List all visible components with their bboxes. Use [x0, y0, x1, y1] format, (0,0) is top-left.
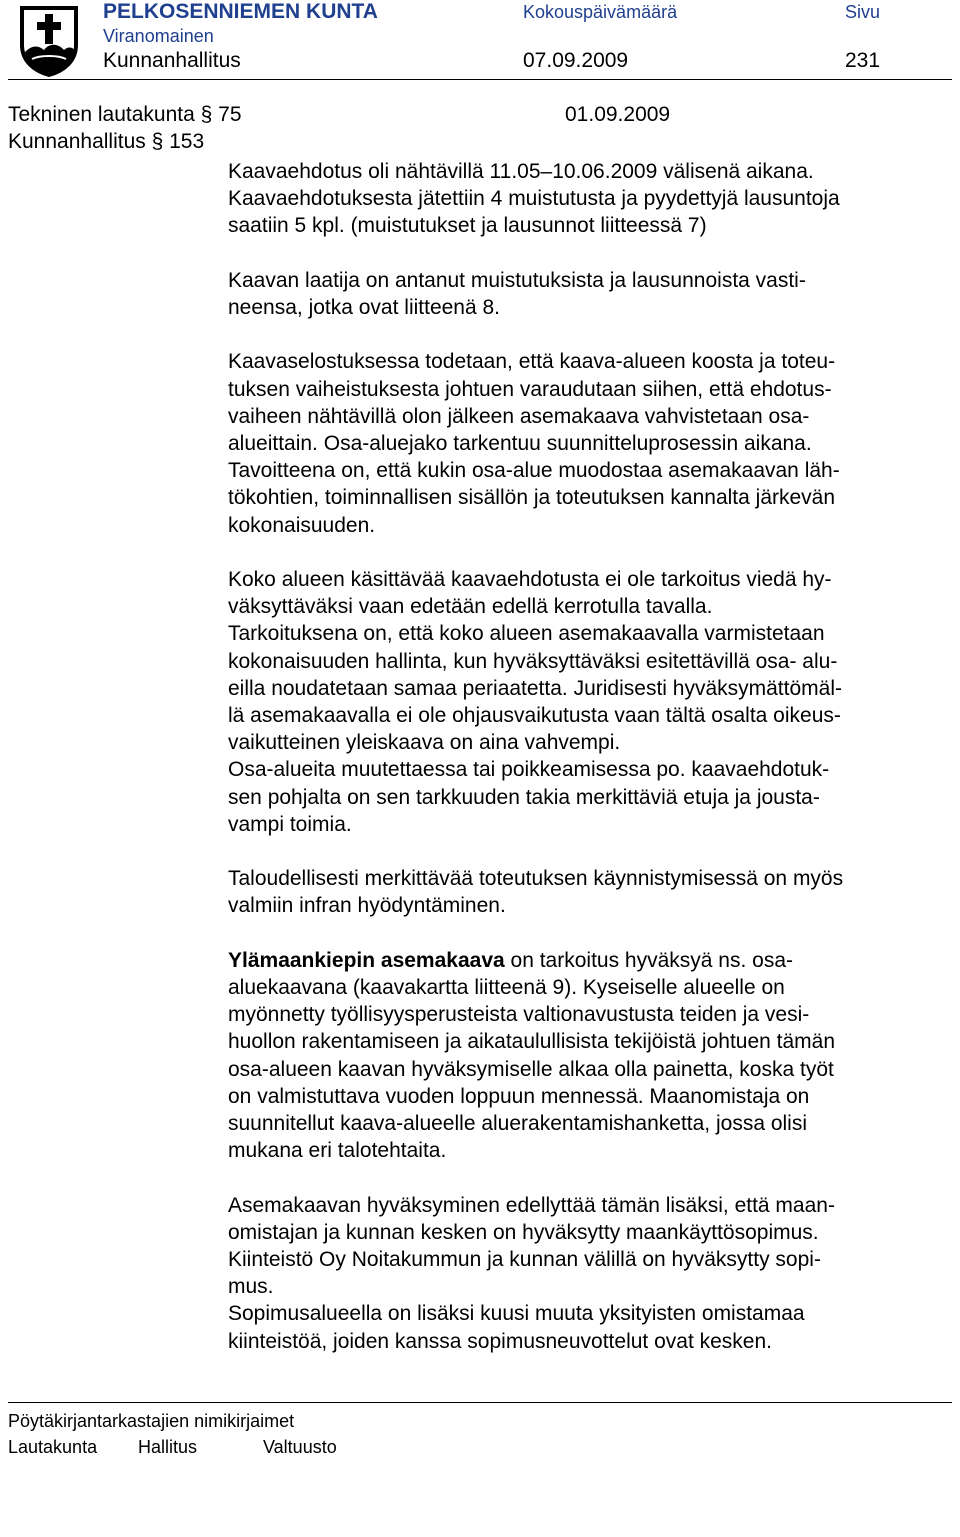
paragraph-proposal-display	[228, 158, 956, 240]
text-line: sen pohjalta on sen tarkkuuden takia merkittäviä etuja ja jousta-	[228, 785, 820, 809]
meeting-date-label: Kokouspäivämäärä	[523, 2, 678, 22]
text-line: lä asemakaavalla ei ole ohjausvaikutusta vaan tältä osalta oikeus-	[228, 704, 841, 728]
page-number: 231	[845, 49, 881, 72]
paragraph-approval-approach	[228, 566, 956, 838]
text-line: vaiheen nähtävillä olon jälkeen asemakaava vahvistetaan osa-	[228, 404, 810, 428]
paragraph-land-use-agreement	[228, 1192, 956, 1355]
text-line: Osa-alueita muutettaessa tai poikkeamisessa po. kaavaehdotuk-	[228, 758, 830, 782]
reference-date: 01.09.2009	[565, 103, 671, 126]
text-line: myönnetty työllisyysperusteista valtionavustusta teiden ja vesi-	[228, 1003, 810, 1027]
page-label: Sivu	[845, 2, 881, 22]
text-line: Kiinteistö Oy Noitakummun ja kunnan välillä on hyväksytty sopi-	[228, 1248, 821, 1272]
header-divider	[8, 79, 952, 80]
text-line: väksyttäväksi vaan edetään edellä kerrotulla tavalla.	[228, 595, 713, 619]
paragraph-ylamaankieppi	[228, 947, 956, 1165]
reference-municipal-board: Kunnanhallitus § 153	[8, 130, 205, 153]
text-line	[228, 947, 956, 974]
paragraph-plan-description	[228, 348, 956, 538]
text-line: suunnitellut kaava-alueelle aluerakentamishanketta, jossa olisi	[228, 1112, 808, 1136]
text-line: Kaavaehdotuksesta jätettiin 4 muistutusta ja pyydettyjä lausuntoja	[228, 187, 840, 211]
text-line: Taloudellisesti merkittävää toteutuksen käynnistymisessä on myös	[228, 867, 844, 891]
text-line: Kaavaehdotus oli nähtävillä 11.05–10.06.2009 välisenä aikana.	[228, 160, 814, 183]
text-line: aluekaavana (kaavakartta liitteenä 9). Kyseiselle alueelle on	[228, 976, 785, 1000]
text-line: huollon rakentamiseen ja aikataulullisista tekijöistä johtuen tämän	[228, 1030, 836, 1054]
text-line: vaikutteinen yleiskaava on aina vahvempi.	[228, 731, 621, 755]
footer-divider	[8, 1402, 952, 1403]
bold-plan-name: Ylämaankiepin asemakaava	[228, 948, 505, 972]
text-line-rest: on tarkoitus hyväksyä ns. osa-	[504, 948, 793, 972]
meeting-date: 07.09.2009	[523, 49, 629, 72]
footer-board-label: Lautakunta	[8, 1437, 98, 1457]
text-line: kokonaisuuden.	[228, 513, 376, 537]
text-line: valmiin infran hyödyntäminen.	[228, 894, 506, 918]
footer-government-label: Hallitus	[138, 1437, 198, 1457]
text-line: osa-alueen kaavan hyväksymiselle alkaa olla painetta, koska työt	[228, 1057, 834, 1081]
text-line: Kaavaselostuksessa todetaan, että kaava-alueen koosta ja toteu-	[228, 350, 836, 374]
reference-technical-board: Tekninen lautakunta § 75	[8, 103, 242, 126]
text-line: kiinteistöä, joiden kanssa sopimusneuvottelut ovat kesken.	[228, 1329, 772, 1353]
text-line: Tarkoituksena on, että koko alueen asemakaavalla varmistetaan	[228, 622, 825, 646]
text-line: kokonaisuuden hallinta, kun hyväksyttäväksi esitettävillä osa- alu-	[228, 649, 838, 673]
municipality-name: PELKOSENNIEMEN KUNTA	[103, 0, 378, 23]
text-line: Kaavan laatija on antanut muistutuksista ja lausunnoista vasti-	[228, 268, 806, 292]
document-body	[228, 158, 956, 1355]
text-line: Koko alueen käsittävää kaavaehdotusta ei ole tarkoitus viedä hy-	[228, 568, 832, 591]
text-line: saatiin 5 kpl. (muistutukset ja lausunnot liitteessä 7)	[228, 214, 707, 238]
authority-label: Viranomainen	[103, 26, 214, 46]
text-line: Tavoitteena on, että kukin osa-alue muodostaa asemakaavan läh-	[228, 459, 840, 483]
footer-council-label: Valtuusto	[263, 1437, 337, 1457]
text-line: omistajan ja kunnan kesken on hyväksytty maankäyttösopimus.	[228, 1220, 819, 1244]
text-line: mus.	[228, 1275, 274, 1299]
text-line: Asemakaavan hyväksyminen edellyttää tämän lisäksi, että maan-	[228, 1193, 835, 1217]
text-line: vampi toimia.	[228, 812, 352, 836]
text-line: neensa, jotka ovat liitteenä 8.	[228, 296, 501, 319]
coat-of-arms-icon	[18, 5, 80, 77]
text-line: on valmistuttava vuoden loppuun mennessä. Maanomistaja on	[228, 1084, 810, 1108]
text-line: eilla noudatetaan samaa periaatetta. Juridisesti hyväksymättömäl-	[228, 676, 842, 700]
text-line: mukana eri talotehtaita.	[228, 1139, 447, 1163]
text-line: alueittain. Osa-aluejako tarkentuu suunnitteluprosessin aikana.	[228, 432, 812, 455]
paragraph-responses	[228, 267, 956, 321]
text-line: Sopimusalueella on lisäksi kuusi muuta yksityisten omistamaa	[228, 1302, 805, 1326]
text-line: tuksen vaiheistuksesta johtuen varaudutaan siihen, että ehdotus-	[228, 377, 832, 401]
footer-initials-title: Pöytäkirjantarkastajien nimikirjaimet	[8, 1411, 295, 1431]
paragraph-economic	[228, 865, 956, 919]
text-line: tökohtien, toiminnallisen sisällön ja toteutuksen kannalta järkevän	[228, 486, 836, 510]
authority-name: Kunnanhallitus	[103, 49, 241, 72]
